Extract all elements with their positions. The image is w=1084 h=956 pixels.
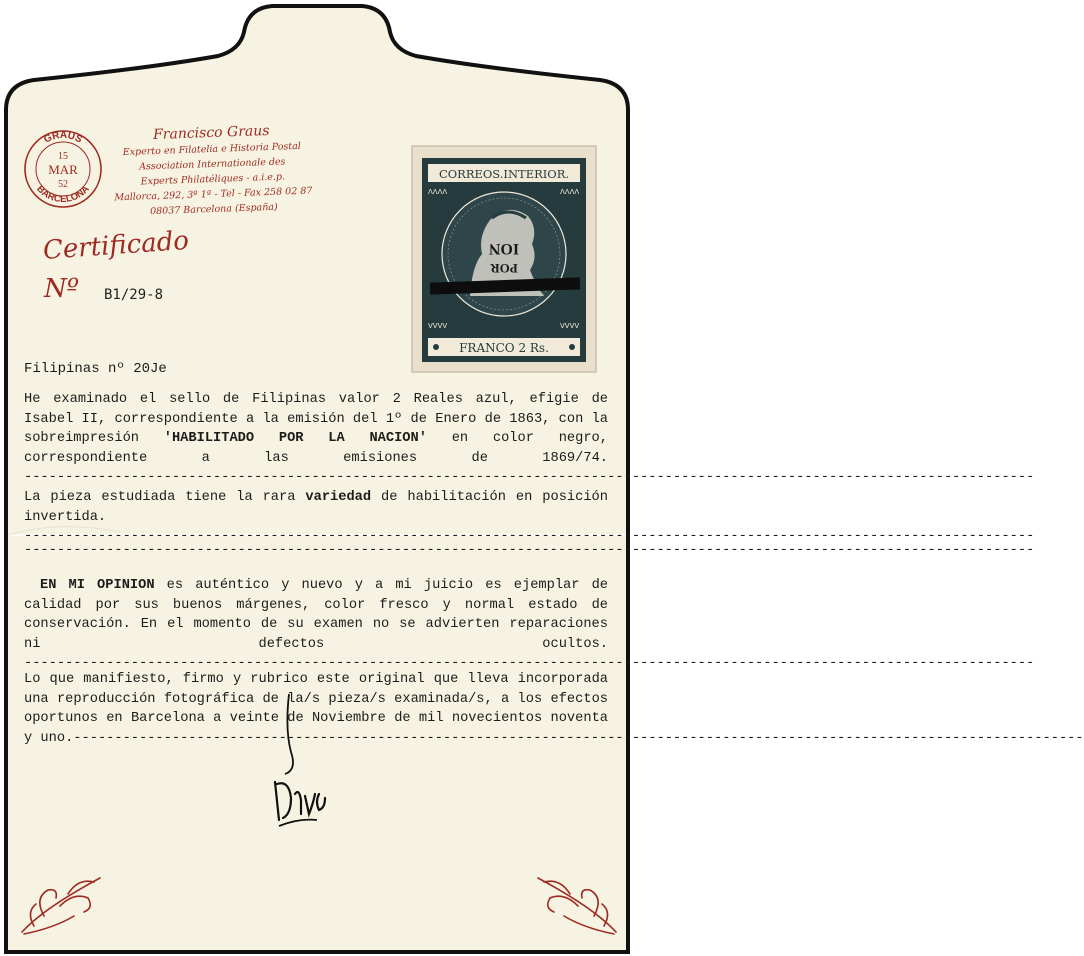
letterhead-line: Experto en Filatelia e Historia Postal	[122, 140, 302, 159]
letterhead-line: Mallorca, 292, 3º 1ª - Tel - Fax 258 02 87	[114, 185, 313, 204]
seal-bottom-text: BARCELONA	[34, 183, 92, 206]
stamp-image	[412, 146, 596, 372]
corner-flourish-left	[14, 868, 110, 938]
svg-text:ΛΛΛΛ: ΛΛΛΛ	[560, 188, 580, 196]
overprint-text: 'HABILITADO POR LA NACION'	[163, 431, 427, 447]
letterhead	[96, 120, 329, 221]
graus-seal	[22, 128, 104, 210]
letterhead-line: Association Internationale des	[139, 156, 286, 173]
certificate-number-label: Nº	[44, 274, 79, 304]
dash-fill: ---------------------------------------------------------------------------------------------------------------------------	[24, 656, 1035, 672]
corner-flourish-right	[528, 868, 624, 938]
seal-day: 15	[58, 151, 68, 162]
paragraph-declaration: Lo que manifiesto, firmo y rubrico este original que lleva incorporada una reproducción fotográfica de la/s pieza/s examinada/s, a los efectos oportunos en Barcelona a veinte de Noviembre de mil novecientos noventa y uno.---------------------------------------------------------------------------------------------------------------------------	[24, 670, 608, 760]
svg-text:VVVV: VVVV	[560, 322, 580, 330]
dash-fill: ---------------------------------------------------------------------------------------------------------------------------	[24, 470, 1035, 486]
svg-text:ION: ION	[488, 240, 520, 257]
letterhead-line: Experts Philatéliques - a.i.e.p.	[140, 171, 286, 188]
catalog-reference: Filipinas nº 20Je	[24, 361, 167, 377]
letterhead-line: 08037 Barcelona (España)	[149, 201, 278, 218]
variety-word: variedad	[305, 490, 372, 505]
stamp-top-text: CORREOS.INTERIOR.	[438, 167, 570, 181]
paragraph-variety: La pieza estudiada tiene la rara variedad de habilitación en posición invertida.---------------------------------------------------------------------------------------------------------------------------	[24, 488, 608, 559]
certificate-title: Certificado	[42, 225, 190, 266]
seal-top-text: GRAUS	[42, 129, 84, 146]
svg-text:ΛΛΛΛ: ΛΛΛΛ	[428, 188, 448, 196]
svg-text:VVVV: VVVV	[428, 322, 448, 330]
seal-year: 52	[58, 179, 68, 190]
dash-fill: ---------------------------------------------------------------------------------------------------------------------------	[73, 730, 1084, 746]
dash-fill: ---------------------------------------------------------------------------------------------------------------------------	[24, 529, 1035, 545]
paragraph-description: He examinado el sello de Filipinas valor 2 Reales azul, efigie de Isabel II, correspondiente a la emisión del 1º de Enero de 1863, con la sobreimpresión 'HABILITADO POR LA NACION' en color negro, correspondiente a las emisiones de 1869/74.---------------------------------------------------------------------------------------------------------------------------	[24, 390, 608, 500]
separator-dashes: ---------------------------------------------------------------------------------------------------------------------------	[24, 543, 1035, 558]
certificate-number: B1/29-8	[104, 287, 164, 303]
paragraph-opinion: EN MI OPINION es auténtico y nuevo y a mi juicio es ejemplar de calidad por sus buenos márgenes, color fresco y normal estado de conservación. En el momento de su examen no se advierten reparaciones ni defectos ocultos.---------------------------------------------------------------------------------------------------------------------------	[24, 576, 608, 686]
stamp-bottom-text: FRANCO 2 Rs.	[459, 341, 549, 355]
signature	[255, 690, 345, 840]
svg-text:POR: POR	[490, 261, 518, 276]
expert-name: Francisco Graus	[152, 122, 270, 144]
seal-month: MAR	[48, 162, 78, 177]
opinion-heading: EN MI OPINION	[40, 578, 155, 593]
